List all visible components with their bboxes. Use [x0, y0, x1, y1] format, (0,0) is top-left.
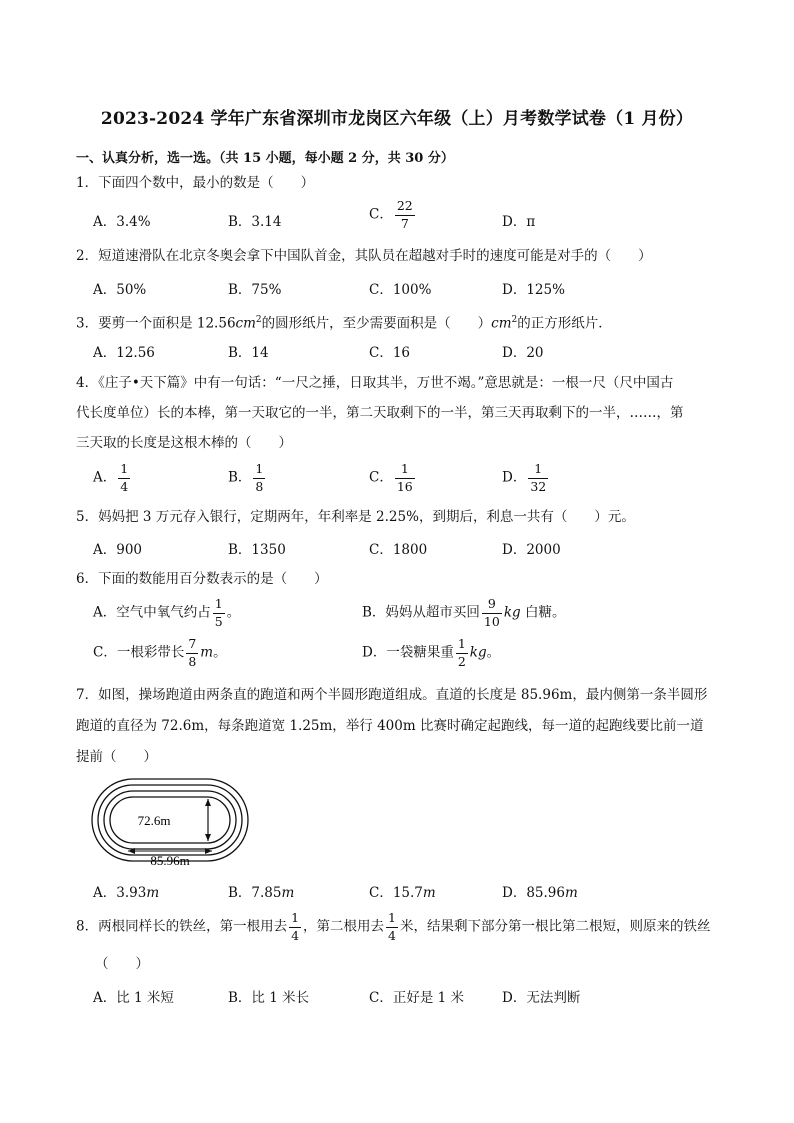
fraction: $\frac{1}{5}$ — [214, 596, 223, 629]
q8-option-c: C．正好是 1 米 — [369, 990, 465, 1006]
q3-option-a: A．12.56 — [93, 345, 155, 361]
fraction: $\frac{1}{4}$ — [291, 910, 300, 943]
q6-option-c: C．一根彩带长 $\frac{7}{8}$ m。 — [93, 636, 227, 669]
question-3-stem: 3．要剪一个面积是 $12.56cm^2$的圆形纸片，至少需要面积是（ ）$cm^2$的正方形纸片． — [76, 315, 612, 332]
q5-option-d: D．2000 — [502, 542, 561, 558]
q2-option-b: B．75% — [228, 282, 282, 298]
q5-option-b: B．1350 — [228, 542, 286, 558]
question-4-line2: 代长度单位）长的本棒，第一天取它的一半，第二天取剩下的一半，第三天再取剩下的一半，……，第 — [76, 405, 684, 421]
q1-option-c — [369, 200, 417, 230]
q4-option-a: A． $\frac{1}{4}$ — [93, 461, 129, 494]
question-7-line1: 7．如图，操场跑道由两条直的跑道和两个半圆形跑道组成。直道的长度是 85.96m，最内侧第一条半圆形 — [76, 687, 708, 703]
q2-option-a: A．50% — [93, 282, 147, 298]
q3-option-c: C．16 — [369, 345, 411, 361]
fraction: $\frac{1}{4}$ — [388, 910, 396, 943]
q8-option-d: D．无法判断 — [502, 990, 581, 1006]
fraction: $\frac{9}{10}$ — [483, 596, 500, 629]
question-7-line2: 跑道的直径为 72.6m，每条跑道宽 1.25m，举行 400m 比赛时确定起跑线，每一道的起跑线要比前一道 — [76, 718, 704, 734]
q4-option-c: C． $\frac{1}{16}$ — [369, 461, 413, 494]
diameter-label: 72.6m — [137, 813, 171, 828]
q8-option-b: B．比 1 米长 — [228, 990, 310, 1006]
question-5-stem: 5．妈妈把 3 万元存入银行，定期两年，年利率是 2.25%，到期后，利息一共有（ ）元。 — [76, 509, 635, 525]
q3-option-d: D．20 — [502, 345, 544, 361]
q1-option-c-label: C． — [369, 206, 393, 223]
fraction: $\frac{1}{8}$ — [255, 461, 264, 494]
q2-option-c: C．100% — [369, 282, 432, 298]
q7-option-a: A．3.93m — [93, 885, 160, 901]
q7-option-d: D．85.96m — [502, 885, 578, 901]
q5-option-c: C．1800 — [369, 542, 428, 558]
q1-option-b: B．3.14 — [228, 214, 282, 230]
question-4-line1: 4．《庄子•天下篇》中有一句话：“一尺之捶，日取其半，万世不竭。”意思就是：一根一尺（尺中国古 — [76, 375, 674, 391]
q7-option-c: C．15.7m — [369, 885, 436, 901]
question-8-line2: （ ） — [95, 956, 149, 972]
fraction: $\frac{1}{16}$ — [396, 461, 413, 494]
question-8-line1: 8．两根同样长的铁丝，第一根用去 $\frac{1}{4}$ ，第二根用去 $\frac{1}{4}$ 米，结果剩下部分第一根比第二根短，则原来的铁丝 — [76, 910, 711, 943]
q5-option-a: A．900 — [93, 542, 143, 558]
fraction: $\frac{1}{32}$ — [530, 461, 547, 494]
q2-option-d: D．125% — [502, 282, 565, 298]
q8-option-a: A．比 1 米短 — [93, 990, 174, 1006]
question-7-line3: 提前（ ） — [76, 749, 157, 765]
q6-option-a: A．空气中氧气约占 $\frac{1}{5}$ 。 — [93, 596, 241, 629]
section-heading: 一、认真分析，选一选。（共 15 小题，每小题 2 分，共 30 分） — [76, 151, 454, 166]
fraction: $\frac{1}{4}$ — [120, 461, 129, 494]
q1-option-d: D．π — [502, 214, 536, 230]
q4-option-b: B． $\frac{1}{8}$ — [228, 461, 264, 494]
q3-option-b: B．14 — [228, 345, 269, 361]
q6-option-b: B．妈妈从超市买回 $\frac{9}{10}$ kg 白糖。 — [362, 596, 566, 629]
fraction: $\frac{7}{8}$ — [188, 636, 197, 669]
q4-option-d: D． $\frac{1}{32}$ — [502, 461, 547, 494]
question-6-stem: 6．下面的数能用百分数表示的是（ ） — [76, 571, 328, 587]
fraction: $\frac{22}{7}$ — [396, 198, 413, 231]
q7-option-b: B．7.85m — [228, 885, 295, 901]
question-4-line3: 三天取的长度是这根木棒的（ ） — [76, 435, 292, 451]
q6-option-d: D．一袋糖果重 $\frac{1}{2}$ kg。 — [362, 636, 501, 669]
length-label: 85.96m — [150, 853, 190, 868]
fraction: $\frac{1}{2}$ — [457, 636, 466, 669]
page-title: 2023-2024 学年广东省深圳市龙岗区六年级（上）月考数学试卷（1 月份） — [100, 109, 694, 129]
question-2-stem: 2．短道速滑队在北京冬奥会拿下中国队首金，其队员在超越对手时的速度可能是对手的（ ） — [76, 248, 652, 264]
running-track-figure — [90, 777, 255, 869]
q1-option-a: A．3.4% — [93, 214, 151, 230]
question-1-stem: 1．下面四个数中，最小的数是（ ） — [76, 175, 315, 191]
